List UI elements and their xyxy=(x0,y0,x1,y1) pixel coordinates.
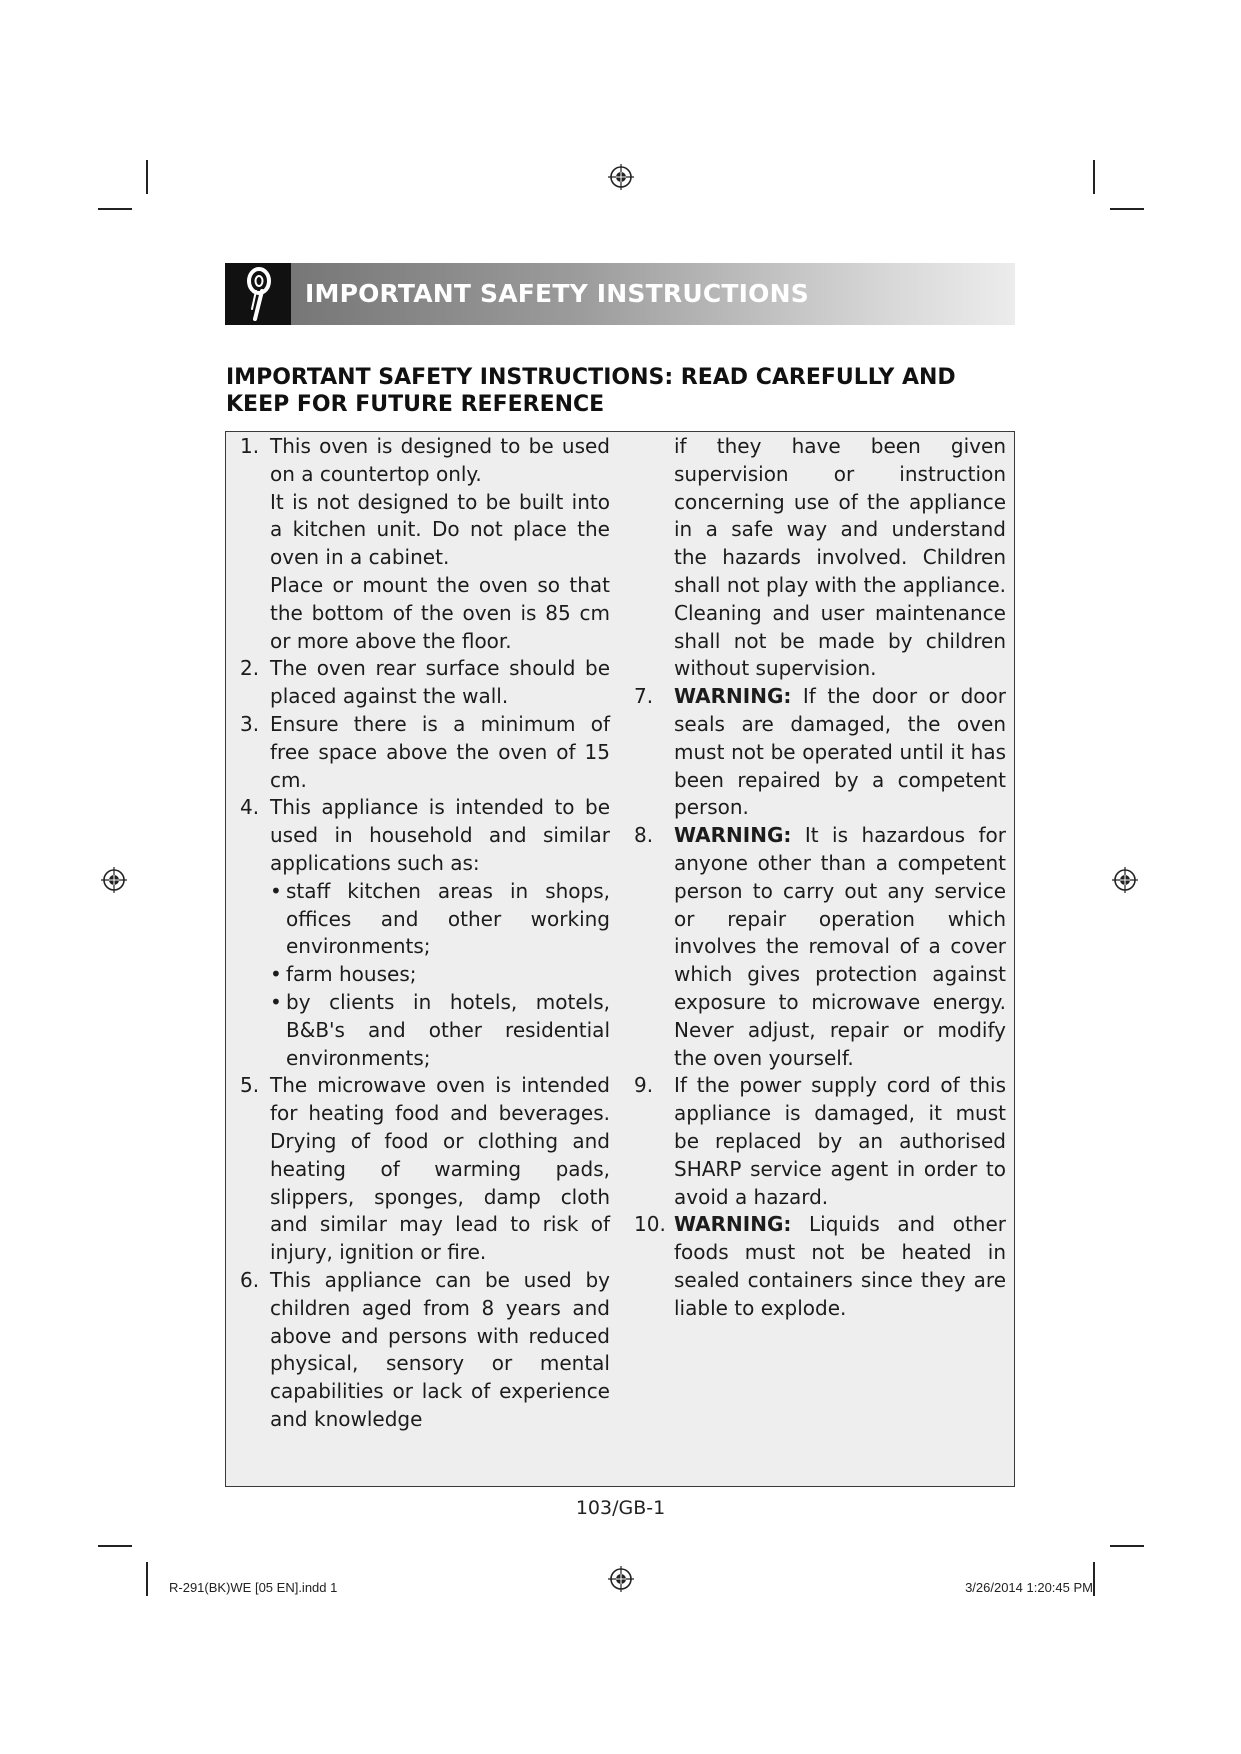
bullet-item: • farm houses; xyxy=(270,961,610,989)
item-number: 1. xyxy=(240,434,260,458)
crop-mark xyxy=(98,208,132,210)
warning-label: WARNING: xyxy=(674,684,792,709)
instruction-item-7 xyxy=(634,683,1006,822)
crop-mark xyxy=(146,160,148,194)
item-number: 7. xyxy=(634,684,654,709)
item-text: Ensure there is a minimum of free space above the oven of 15 cm. xyxy=(270,711,610,792)
registration-mark-icon xyxy=(1112,867,1138,893)
item-text xyxy=(674,822,1006,1072)
footer-file-name: R-291(BK)WE [05 EN].indd 1 xyxy=(169,1580,338,1595)
instruction-item-4 xyxy=(240,794,610,1072)
item-text: If the power supply cord of this appliance is damaged, it must be replaced by an authorised SHARP service agent in order to avoid a hazard. xyxy=(674,1073,1006,1209)
section-banner xyxy=(225,263,1015,325)
instructions-column-right xyxy=(634,433,1006,1323)
item-text xyxy=(674,1211,1006,1322)
item-number: 2. xyxy=(240,656,260,681)
warning-text: It is hazardous for anyone other than a competent person to carry out any service or repair operation which involves the removal of a cover which gives protection against exposure to microwave energy. Never adjust, repair or modify the oven yourself. xyxy=(674,823,1007,1070)
item-text: This appliance can be used by children aged from 8 years and above and persons with reduced physical, sensory or mental capabilities or lack of experience and knowledge xyxy=(270,1267,610,1431)
safety-pin-icon xyxy=(225,263,291,325)
instruction-item-2 xyxy=(240,655,610,711)
page-number: 103/GB-1 xyxy=(575,1497,666,1519)
item-number: 4. xyxy=(240,795,260,820)
item-number: 9. xyxy=(634,1073,654,1098)
footer-timestamp: 3/26/2014 1:20:45 PM xyxy=(965,1580,1093,1595)
item-text: This appliance is intended to be used in household and similar applications such as: xyxy=(270,795,610,875)
banner-title: IMPORTANT SAFETY INSTRUCTIONS xyxy=(305,279,809,308)
item-text: if they have been given supervision or instruction concerning use of the appliance in a safe way and understand the hazards involved. Children shall not play with the appliance. Cleaning and user maintenance shall not be made by children without supervision. xyxy=(674,434,1006,681)
bullet-item: • by clients in hotels, motels, B&B's and other residential environments; xyxy=(270,989,610,1072)
warning-text: Liquids and other foods must not be heated in sealed containers since they are liable to explode. xyxy=(674,1212,1006,1320)
page-title-line2: KEEP FOR FUTURE REFERENCE xyxy=(226,392,605,417)
crop-mark xyxy=(1110,1545,1144,1547)
item-number: 10. xyxy=(634,1212,666,1237)
instruction-item-5 xyxy=(240,1072,610,1267)
registration-mark-icon xyxy=(608,1566,634,1592)
registration-mark-icon xyxy=(608,164,634,190)
crop-mark xyxy=(1093,1562,1095,1596)
item-text: The oven rear surface should be placed against the wall. xyxy=(270,656,610,709)
crop-mark xyxy=(146,1562,148,1596)
instruction-item-9 xyxy=(634,1072,1006,1211)
item-text: This oven is designed to be used on a countertop only. xyxy=(270,434,610,486)
crop-mark xyxy=(1110,208,1144,210)
item-number: 8. xyxy=(634,823,654,848)
item-text xyxy=(674,683,1006,822)
item-number: 6. xyxy=(240,1267,260,1292)
bullet-list xyxy=(270,878,610,1073)
page-title-line1: IMPORTANT SAFETY INSTRUCTIONS: READ CAREFULLY AND xyxy=(226,365,956,390)
bullet-item: • staff kitchen areas in shops, offices and other working environments; xyxy=(270,878,610,961)
instruction-item-3 xyxy=(240,711,610,794)
instructions-column-left xyxy=(240,433,610,1434)
page-title xyxy=(226,364,1016,418)
instructions-box xyxy=(225,431,1015,1487)
warning-label: WARNING: xyxy=(674,1212,792,1237)
item-number: 3. xyxy=(240,711,260,736)
registration-mark-icon xyxy=(101,867,127,893)
crop-mark xyxy=(98,1545,132,1547)
item-text: Place or mount the oven so that the bottom of the oven is 85 cm or more above the floor. xyxy=(270,572,610,653)
instruction-item-6 xyxy=(240,1267,610,1434)
item-number: 5. xyxy=(240,1073,260,1098)
item-text: The microwave oven is intended for heating food and beverages. Drying of food or clothing and heating of warming pads, slippers, sponges, damp cloth and similar may lead to risk of injury, ignition or fire. xyxy=(270,1073,610,1265)
crop-mark xyxy=(1093,160,1095,194)
instruction-item-10 xyxy=(634,1211,1006,1322)
warning-text: If the door or door seals are damaged, the oven must not be operated until it has been repaired by a competent person. xyxy=(674,684,1007,820)
instruction-item-1 xyxy=(240,433,610,655)
item-text: It is not designed to be built into a kitchen unit. Do not place the oven in a cabinet. xyxy=(270,489,610,570)
instruction-item-6-continued xyxy=(634,433,1006,683)
warning-label: WARNING: xyxy=(674,823,792,848)
instruction-item-8 xyxy=(634,822,1006,1072)
